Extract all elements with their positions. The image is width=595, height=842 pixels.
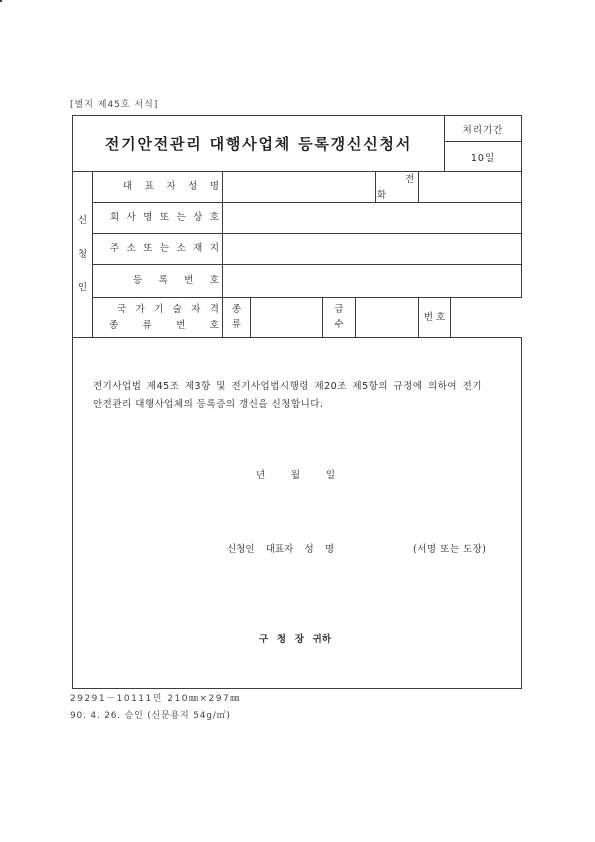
statement-line: 전기사업법 제45조 제3항 및 전기사업법시행령 제20조 제5항의 규정에 의하여 전기 [93, 381, 482, 392]
address-field [222, 233, 522, 265]
qualification-grade-label-cell [322, 297, 356, 338]
qualification-label-line: 종 류 번 호 [109, 320, 219, 331]
form-number-footer: 29291－10111민 210㎜×297㎜ [70, 694, 241, 704]
phone-label-cell [375, 171, 419, 203]
company-name-field [222, 202, 522, 234]
signer-label: 신청인 대표자 성 명 [227, 544, 334, 555]
registration-number-label: 등 록 번 호 [133, 275, 219, 286]
qualification-type-field [250, 297, 323, 338]
qualification-type-label-cell [222, 297, 251, 338]
representative-name-field [222, 171, 376, 203]
statement-line: 안전관리 대행사업체의 등록증의 갱신을 신청합니다. [93, 399, 324, 410]
qualification-number-field [0, 0, 2, 2]
approval-footer: 90. 4. 26. 승인 (신문용지 54g/㎡) [70, 711, 231, 721]
title-cell [72, 115, 445, 172]
qualification-grade-label-char: 수 [334, 319, 344, 330]
processing-period-label-cell [444, 115, 522, 142]
address-label: 주 소 또 는 소 재 지 [110, 243, 219, 254]
addressee: 구 청 장 귀하 [259, 634, 331, 645]
processing-period-value-cell [444, 141, 522, 172]
company-name-label-cell [92, 202, 223, 234]
qualification-grade-label-char: 급 [334, 304, 344, 315]
phone-label-char: 전 [405, 174, 415, 185]
applicant-side-cell [72, 171, 93, 338]
registration-number-field [222, 264, 522, 298]
applicant-side-char: 인 [77, 282, 88, 293]
date-line: 년 월 일 [256, 470, 335, 481]
registration-number-label-cell [92, 264, 223, 298]
page-title: 전기안전관리 대행사업체 등록갱신신청서 [104, 134, 413, 153]
qualification-number-label-cell [418, 297, 451, 338]
processing-period-value: 10일 [470, 152, 496, 164]
qualification-grade-field [355, 297, 419, 338]
address-label-cell [92, 233, 223, 265]
company-name-label: 회 사 명 또 는 상 호 [110, 212, 219, 223]
phone-label-char: 화 [377, 190, 387, 201]
form-code-label: [별지 제45호 서식] [70, 100, 159, 110]
signature-hint: (서명 또는 도장) [413, 544, 487, 555]
statement-body-cell [72, 337, 522, 689]
phone-field [418, 171, 522, 203]
qualification-number-label: 번 호 [423, 311, 446, 323]
applicant-side-char: 신 [77, 215, 88, 226]
qualification-label-line: 국 가 기 술 자 격 [117, 304, 219, 315]
representative-name-label: 대 표 자 성 명 [123, 181, 219, 192]
qualification-type-label-char: 종 [231, 304, 242, 315]
processing-period-label: 처리기간 [462, 124, 504, 136]
qualification-type-label-char: 류 [231, 319, 242, 330]
representative-name-label-cell [92, 171, 223, 203]
qualification-label-cell [92, 297, 223, 338]
applicant-side-char: 청 [77, 248, 88, 260]
